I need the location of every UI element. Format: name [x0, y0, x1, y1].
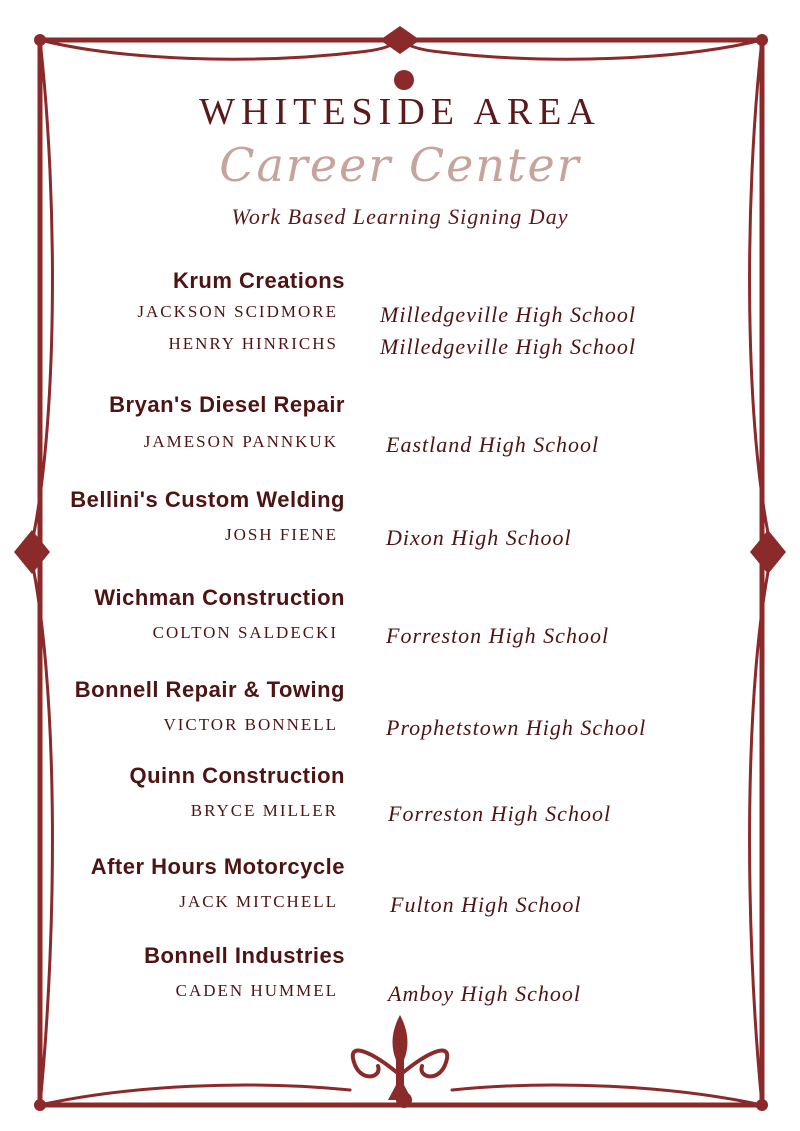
- student-name: JOSH FIENE: [224, 525, 338, 544]
- school-name: Forreston High School: [388, 801, 612, 826]
- student-name: JAMESON PANNKUK: [143, 432, 338, 451]
- school-name: Dixon High School: [386, 525, 572, 550]
- school-name: Forreston High School: [386, 623, 610, 648]
- company-name: Quinn Construction: [129, 763, 345, 788]
- student-name: BRYCE MILLER: [190, 801, 338, 820]
- school-name: Milledgeville High School: [380, 334, 636, 359]
- company-name: Bonnell Industries: [144, 943, 345, 968]
- company-name: Bellini's Custom Welding: [70, 487, 345, 512]
- school-name: Milledgeville High School: [380, 302, 636, 327]
- student-name: VICTOR BONNELL: [163, 715, 338, 734]
- student-name: HENRY HINRICHS: [168, 334, 338, 353]
- title-script: Career Center: [219, 138, 581, 192]
- school-name: Prophetstown High School: [386, 715, 647, 740]
- student-name: JACK MITCHELL: [179, 892, 338, 911]
- school-name: Eastland High School: [386, 432, 600, 457]
- student-name: COLTON SALDECKI: [152, 623, 338, 642]
- company-name: Bonnell Repair & Towing: [74, 677, 345, 702]
- subtitle: Work Based Learning Signing Day: [231, 204, 569, 229]
- school-name: Amboy High School: [388, 981, 581, 1006]
- company-name: Bryan's Diesel Repair: [109, 392, 345, 417]
- student-name: CADEN HUMMEL: [175, 981, 338, 1000]
- school-name: Fulton High School: [390, 892, 582, 917]
- company-name: Krum Creations: [172, 268, 345, 293]
- student-name: JACKSON SCIDMORE: [137, 302, 338, 321]
- title-main: WHITESIDE AREA: [199, 91, 601, 133]
- company-name: Wichman Construction: [94, 585, 345, 610]
- company-name: After Hours Motorcycle: [90, 854, 345, 879]
